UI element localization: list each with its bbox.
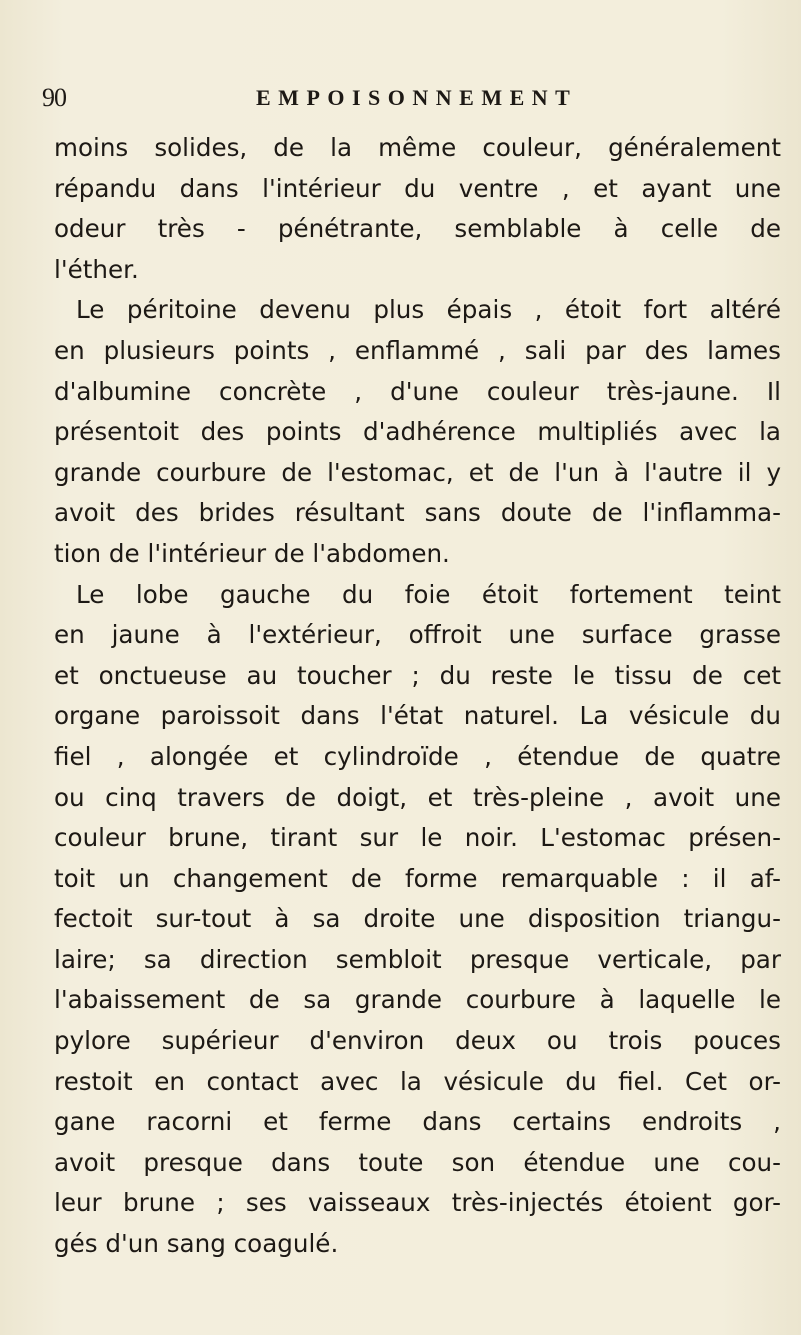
text-line: couleur brune, tirant sur le noir. L'estomac présen- (54, 823, 781, 853)
text-line: leur brune ; ses vaisseaux très-injectés étoient gor- (54, 1188, 781, 1218)
text-line: laire; sa direction sembloit presque verticale, par (54, 944, 781, 974)
text-line: restoit en contact avec la vésicule du fiel. Cet or- (54, 1066, 781, 1096)
text-line: présentoit des points d'adhérence multipliés avec la (54, 417, 781, 447)
text-line: en jaune à l'extérieur, offroit une surface grasse (54, 620, 781, 650)
text-line: toit un changement de forme remarquable : il af- (54, 863, 781, 893)
text-line: Le péritoine devenu plus épais , étoit fort altéré (76, 295, 781, 325)
text-line: grande courbure de l'estomac, et de l'un à l'autre il y (54, 457, 781, 487)
text-line: moins solides, de la même couleur, généralement (54, 133, 781, 162)
body-text (54, 128, 781, 1265)
text-line: tion de l'intérieur de l'abdomen. (54, 538, 450, 568)
text-line: ou cinq travers de doigt, et très-pleine , avoit une (54, 782, 781, 812)
text-line: l'abaissement de sa grande courbure à laquelle le (54, 985, 781, 1015)
page-number: 90 (42, 83, 66, 112)
text-line: en plusieurs points , enflammé , sali par des lames (54, 335, 781, 365)
text-line: et onctueuse au toucher ; du reste le tissu de cet (54, 660, 781, 690)
text-line: organe paroissoit dans l'état naturel. La vésicule du (54, 701, 781, 731)
text-line: l'éther. (54, 254, 139, 284)
text-line: gés d'un sang coagulé. (54, 1229, 339, 1259)
text-line: d'albumine concrète , d'une couleur très-jaune. Il (54, 376, 781, 406)
text-line: odeur très - pénétrante, semblable à celle de (54, 214, 781, 244)
text-line: fiel , alongée et cylindroïde , étendue de quatre (54, 741, 781, 771)
text-line: pylore supérieur d'environ deux ou trois pouces (54, 1026, 781, 1056)
text-line: Le lobe gauche du foie étoit fortement teint (76, 579, 781, 609)
running-title: EMPOISONNEMENT (256, 85, 578, 110)
text-line: fectoit sur-tout à sa droite une disposition triangu- (54, 904, 781, 934)
text-line: répandu dans l'intérieur du ventre , et ayant une (54, 173, 781, 203)
text-line: avoit des brides résultant sans doute de l'inflamma- (54, 498, 781, 528)
text-line: gane racorni et ferme dans certains endroits , (54, 1107, 781, 1137)
text-line: avoit presque dans toute son étendue une cou- (54, 1147, 781, 1177)
page-header (42, 78, 762, 118)
